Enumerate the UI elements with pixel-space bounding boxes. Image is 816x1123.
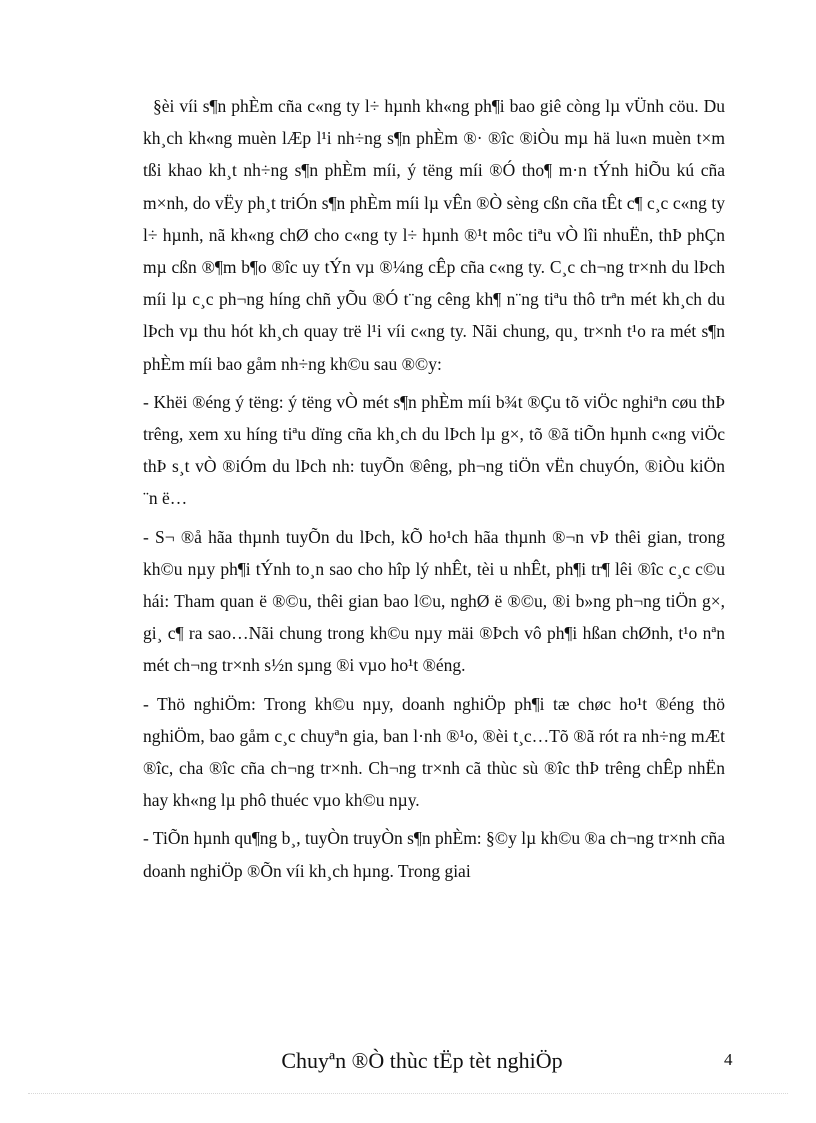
body-text [143,90,725,893]
paragraph-step-idea: - Khëi ®éng ý tëng: ý tëng vÒ mét s¶n phÈm míi b¾t ®Çu tõ viÖc nghiªn cøu thÞ trêng, xem xu híng tiªu dïng cña kh¸ch du lÞch lµ g×, tõ ®ã tiÕn hµnh c«ng viÖc thÞ s¸t vÒ ®iÓm du lÞch nh: tuyÕn ®êng, ph¬ng tiÖn vËn chuyÓn, ®iÒu kiÖn ¨n ë… [143,391,725,509]
paragraph-step-promotion: - TiÕn hµnh qu¶ng b¸, tuyÒn truyÒn s¶n phÈm: §©y lµ kh©u ®a ch¬ng tr×nh cña doanh nghiÖp ®Õn víi kh¸ch hµng. Trong giai [143,828,725,881]
bottom-divider [28,1093,788,1094]
paragraph-step-testing: - Thö nghiÖm: Trong kh©u nµy, doanh nghiÖp ph¶i tæ chøc ho¹t ®éng thö nghiÖm, bao gåm c¸c chuyªn gia, ban l·nh ®¹o, ®èi t¸c…Tõ ®ã rót ra nh÷ng mÆt ®îc, cha ®îc cña ch¬ng tr×nh. Ch¬ng tr×nh cã thùc sù ®îc thÞ trêng chÊp nhËn hay kh«ng lµ phô thuéc vµo kh©u nµy. [143,693,725,811]
paragraph-step-mapping: - S¬ ®å hãa thµnh tuyÕn du lÞch, kÕ ho¹ch hãa thµnh ®¬n vÞ thêi gian, trong kh©u nµy ph¶i tÝnh to¸n sao cho hîp lý nhÊt, tèi u nhÊt, ph¶i tr¶ lêi ®îc c¸c c©u hái: Tham quan ë ®©u, thêi gian bao l©u, nghØ ë ®©u, ®i b»ng ph¬ng tiÖn g×, gi¸ c¶ ra sao…Nãi chung trong kh©u nµy mäi ®Þch vô ph¶i hßan chØnh, t¹o nªn mét ch¬ng tr×nh s½n sµng ®i vµo ho¹t ®éng. [143,526,725,676]
page-number: 4 [724,1050,733,1069]
paragraph-intro: §èi víi s¶n phÈm cña c«ng ty l÷ hµnh kh«ng ph¶i bao giê còng lµ vÜnh cöu. Du kh¸ch kh«ng muèn lÆp l¹i nh÷ng s¶n phÈm ®· ®îc ®iÒu mµ hä lu«n muèn t×m tßi khao kh¸t nh÷ng s¶n phÈm míi, ý tëng míi ®Ó tho¶ m·n tÝnh hiÕu kú cña m×nh, do vËy ph¸t triÓn s¶n phÈm míi lµ vÊn ®Ò sèng cßn cña tÊt c¶ c¸c c«ng ty l÷ hµnh, nã kh«ng chØ cho c«ng ty l÷ hµnh ®¹t môc tiªu vÒ lîi nhuËn, thÞ phÇn mµ cßn ®¶m b¶o ®îc uy tÝn vµ ®¼ng cÊp cña c«ng ty. C¸c ch¬ng tr×nh du lÞch míi lµ c¸c ph¬ng híng chñ yÕu ®Ó t¨ng cêng kh¶ n¨ng tiªu thô trªn mét kh¸ch du lÞch vµ thu hót kh¸ch quay trë l¹i víi c«ng ty. Nãi chung, qu¸ tr×nh t¹o ra mét s¶n phÈm míi bao gåm nh÷ng kh©u sau ®©y: [143,96,725,374]
footer-title: Chuyªn ®Ò thùc tËp tèt nghiÖp [281,1048,563,1073]
